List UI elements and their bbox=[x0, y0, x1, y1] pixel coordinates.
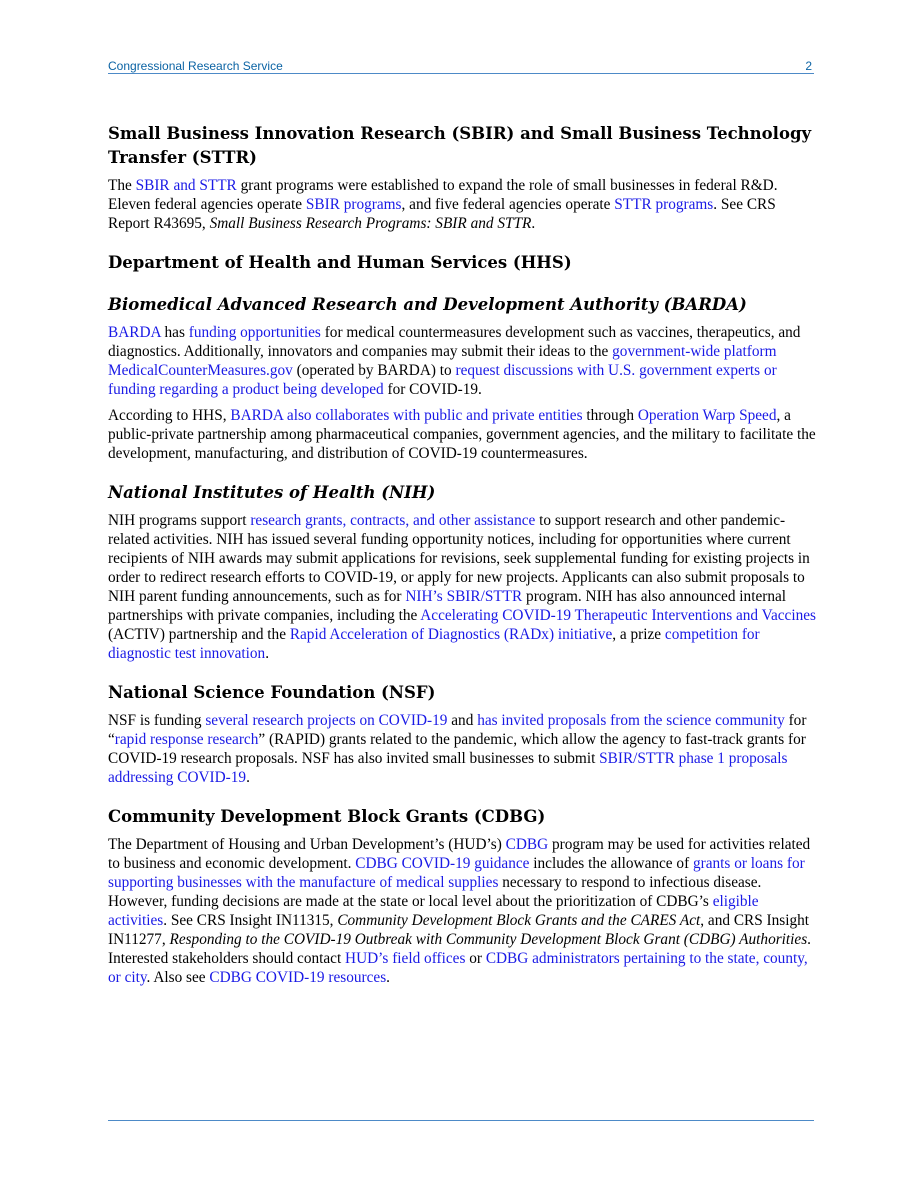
nsf-paragraph: NSF is funding several research projects on COVID-19 and has invited proposals from the science community for “rapid response research” (RAPID) grants related to the pandemic, which allow the agency to fast-track grants for COVID-19 research proposals. NSF has also invited small businesses to submit SBIR/STTR phase 1 proposals addressing COVID-19. bbox=[108, 712, 807, 786]
link-barda[interactable]: BARDA bbox=[108, 324, 161, 341]
barda-paragraph-2: According to HHS, BARDA also collaborates with public and private entities through Operation Warp Speed, a public-private partnership among pharmaceutical companies, government agencies, and the military to facilitate the development, manufacturing, and distribution of COVID-19 countermeasures. bbox=[108, 407, 816, 462]
barda-paragraph-1: BARDA has funding opportunities for medical countermeasures development such as vaccines, therapeutics, and diagnostics. Additionally, innovators and companies may submit their ideas to the government-wide platform MedicalCounterMeasures.gov (operated by BARDA) to request discussions with U.S. government experts or funding regarding a product being developed for COVID-19. bbox=[108, 324, 801, 398]
section-heading-cdbg: Community Development Block Grants (CDBG) bbox=[108, 807, 546, 826]
section-heading-hhs: Department of Health and Human Services (HHS) bbox=[108, 253, 572, 272]
link-research-grants[interactable]: research grants, contracts, and other assistance bbox=[250, 512, 536, 529]
link-operation-warp-speed[interactable]: Operation Warp Speed bbox=[637, 407, 777, 424]
link-medicalcountermeasures[interactable]: government-wide platform MedicalCounterMeasures.gov bbox=[108, 343, 777, 379]
subsection-heading-barda: Biomedical Advanced Research and Development Authority (BARDA) bbox=[108, 295, 747, 314]
link-nsf-projects[interactable]: several research projects on COVID-19 bbox=[205, 712, 448, 729]
footer-rule bbox=[108, 1120, 814, 1121]
sbir-paragraph: The SBIR and STTR grant programs were established to expand the role of small businesses in federal R&D. Eleven federal agencies operate SBIR programs, and five federal agencies operate STTR programs. See CRS Report R43695, Small Business Research Programs: SBIR and STTR. bbox=[108, 177, 778, 232]
link-rapid-response[interactable]: rapid response research bbox=[114, 731, 259, 748]
link-cdbg[interactable]: CDBG bbox=[505, 836, 549, 853]
main-content bbox=[108, 122, 816, 987]
link-funding-opportunities[interactable]: funding opportunities bbox=[188, 324, 321, 341]
cdbg-paragraph: The Department of Housing and Urban Development’s (HUD’s) CDBG program may be used for activities related to business and economic development. CDBG COVID-19 guidance includes the allowance of grants or loans for supporting businesses with the manufacture of medical supplies necessary to respond to infectious disease. However, funding decisions are made at the state or local level about the prioritization of CDBG’s eligible activities. See CRS Insight IN11315, Community Development Block Grants and the CARES Act, and CRS Insight IN11277, Responding to the COVID-19 Outbreak with Community Development Block Grant (CDBG) Authorities. Interested stakeholders should contact HUD’s field offices or CDBG administrators pertaining to the state, county, or city. Also see CDBG COVID-19 resources. bbox=[108, 836, 811, 986]
link-hud-field-offices[interactable]: HUD’s field offices bbox=[345, 950, 466, 967]
link-nih-sbir-sttr[interactable]: NIH’s SBIR/STTR bbox=[405, 588, 523, 605]
link-nsf-invited-proposals[interactable]: has invited proposals from the science community bbox=[477, 712, 785, 729]
link-cdbg-administrators[interactable]: CDBG administrators pertaining to the state, county, or city bbox=[108, 950, 808, 986]
header-source: Congressional Research Service bbox=[108, 59, 283, 73]
subsection-heading-nih: National Institutes of Health (NIH) bbox=[108, 483, 436, 502]
link-activ[interactable]: Accelerating COVID-19 Therapeutic Interventions and Vaccines bbox=[420, 607, 816, 624]
link-nsf-sbir-phase1[interactable]: SBIR/STTR phase 1 proposals addressing COVID-19 bbox=[108, 750, 788, 786]
page-header bbox=[108, 57, 814, 73]
link-eligible-activities[interactable]: eligible activities bbox=[108, 893, 759, 929]
link-sbir-programs[interactable]: SBIR programs bbox=[305, 196, 402, 213]
section-heading-nsf: National Science Foundation (NSF) bbox=[108, 683, 436, 702]
header-rule bbox=[108, 73, 814, 74]
link-grants-or-loans[interactable]: grants or loans for supporting businesses with the manufacture of medical supplies bbox=[108, 855, 805, 891]
link-radx[interactable]: Rapid Acceleration of Diagnostics (RADx) initiative bbox=[289, 626, 613, 643]
link-diagnostic-competition[interactable]: competition for diagnostic test innovation bbox=[108, 626, 760, 662]
section-heading-sbir: Small Business Innovation Research (SBIR) and Small Business Technology Transfer (STTR) bbox=[108, 124, 812, 167]
link-sttr-programs[interactable]: STTR programs bbox=[614, 196, 714, 213]
link-barda-collaborates[interactable]: BARDA also collaborates with public and private entities bbox=[230, 407, 583, 424]
nih-paragraph: NIH programs support research grants, contracts, and other assistance to support research and other pandemic-related activities. NIH has issued several funding opportunity notices, including for opportunities where current recipients of NIH awards may submit applications for revisions, seek supplemental funding for existing projects in order to redirect research efforts to COVID-19, or apply for new projects. Applicants can also submit proposals to NIH parent funding announcements, such as for NIH’s SBIR/STTR program. NIH has also announced internal partnerships with private companies, including the Accelerating COVID-19 Therapeutic Interventions and Vaccines (ACTIV) partnership and the Rapid Acceleration of Diagnostics (RADx) initiative, a prize competition for diagnostic test innovation. bbox=[108, 512, 816, 662]
page-number: 2 bbox=[805, 59, 812, 73]
link-cdbg-resources[interactable]: CDBG COVID-19 resources bbox=[209, 969, 387, 986]
link-sbir-sttr[interactable]: SBIR and STTR bbox=[135, 177, 237, 194]
link-cdbg-guidance[interactable]: CDBG COVID-19 guidance bbox=[355, 855, 530, 872]
link-request-discussions[interactable]: request discussions with U.S. government experts or funding regarding a product being developed bbox=[108, 362, 777, 398]
